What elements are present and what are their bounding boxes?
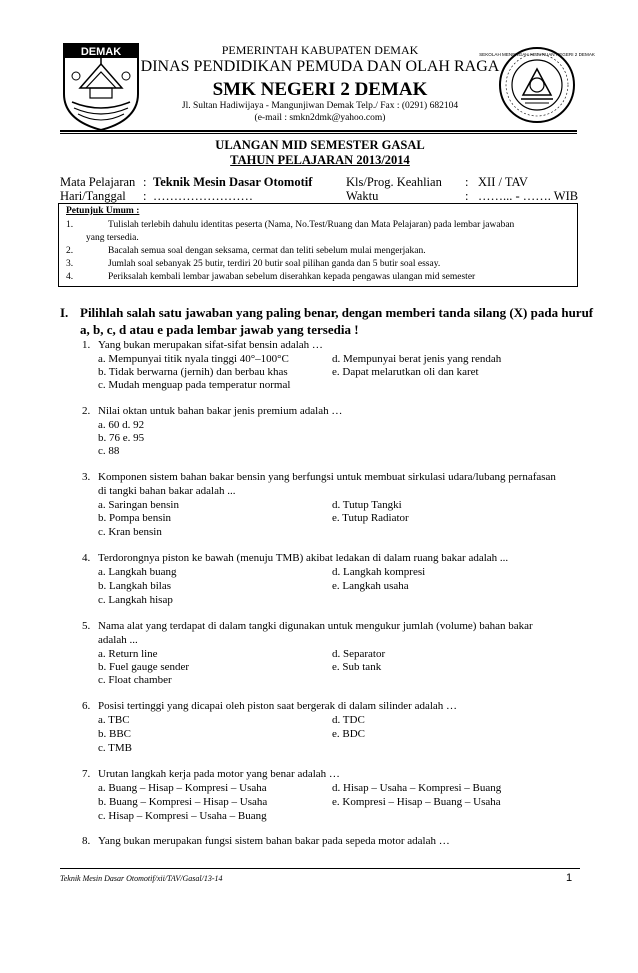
government-line: PEMERINTAH KABUPATEN DEMAK [221,43,419,57]
option-a: a. Buang – Hisap – Kompresi – Usaha [98,782,267,794]
option-c: c. TMB [98,742,133,754]
option-b: b. Buang – Kompresi – Hisap – Usaha [98,796,268,808]
option-d: d. Hisap – Usaha – Kompresi – Buang [332,782,502,794]
instruction-text-cont: yang tersedia. [86,233,139,243]
header-rule-thick [60,130,577,132]
instruction-num: 4. [66,272,74,282]
instructions-title: Petunjuk Umum : [66,206,140,216]
emblem-label: SEKOLAH MENENGAH KEJURUAN NEGERI 2 DEMAK [479,52,595,57]
question-number: 5. [82,620,91,632]
option-e: e. BDC [332,728,365,740]
subject-label: Mata Pelajaran [60,175,136,189]
date-colon: : [143,189,147,203]
option-c: c. Hisap – Kompresi – Usaha – Buang [98,810,267,822]
question-number: 7. [82,768,91,780]
option-a: a. Saringan bensin [98,499,179,511]
question-number: 6. [82,700,91,712]
question-text: Terdorongnya piston ke bawah (menuju TMB) akibat ledakan di dalam ruang bakar adalah ... [98,552,509,564]
option-c: c. Float chamber [98,674,172,686]
exam-title: ULANGAN MID SEMESTER GASAL [215,138,425,152]
footer-rule [60,868,580,869]
question-number: 4. [82,552,91,564]
instruction-num: 3. [66,259,74,269]
question-text: Yang bukan merupakan fungsi sistem bahan bakar pada sepeda motor adalah … [98,835,450,847]
option-e: e. Dapat melarutkan oli dan karet [332,366,479,378]
time-value: ……... - ……. WIB [478,189,579,203]
time-colon: : [465,189,469,203]
option-c: c. Kran bensin [98,526,162,538]
option-d: d. Mempunyai berat jenis yang rendah [332,353,502,365]
section-instruction-cont: a, b, c, d atau e pada lembar jawab yang tersedia ! [80,322,359,337]
option-a: a. TBC [98,714,130,726]
option-a: a. Langkah buang [98,566,177,578]
exam-year: TAHUN PELAJARAN 2013/2014 [230,153,410,167]
class-value: XII / TAV [478,175,528,189]
option-b: b. 76 e. 95 [98,432,145,444]
question-text: Nilai oktan untuk bahan bakar jenis premium adalah … [98,405,343,417]
option-a: a. Return line [98,648,158,660]
class-colon: : [465,175,469,189]
option-c: c. Mudah menguap pada temperatur normal [98,379,291,391]
question-text: Nama alat yang terdapat di dalam tangki digunakan untuk mengukur jumlah (volume) bahan bakar [98,620,533,632]
class-label: Kls/Prog. Keahlian [346,175,442,189]
option-e: e. Kompresi – Hisap – Buang – Usaha [332,796,501,808]
option-c: c. Langkah hisap [98,594,173,606]
question-text: Yang bukan merupakan sifat-sifat bensin adalah … [98,339,323,351]
header-rule-thin [60,133,577,134]
school-address: Jl. Sultan Hadiwijaya - Mangunjiwan Demak Telp./ Fax : (0291) 682104 [181,101,459,111]
option-d: d. Tutup Tangki [332,499,402,511]
option-a: a. Mempunyai titik nyala tinggi 40°–100°C [98,353,289,365]
option-d: d. Langkah kompresi [332,566,426,578]
instruction-num: 2. [66,246,74,256]
option-e: e. Langkah usaha [332,580,409,592]
option-c: c. 88 [98,445,120,457]
instruction-text: Periksalah kembali lembar jawaban sebelum diserahkan kepada pengawas ulangan mid semester [108,272,476,282]
footer-course-code: Teknik Mesin Dasar Otomotif/xii/TAV/Gasal/13-14 [60,874,223,883]
option-d: d. TDC [332,714,365,726]
option-e: e. Tutup Radiator [332,512,409,524]
option-d: d. Separator [332,648,386,660]
time-label: Waktu [346,189,379,203]
question-number: 3. [82,471,91,483]
option-b: b. Tidak berwarna (jernih) dan berbau khas [98,366,288,378]
option-b: b. Fuel gauge sender [98,661,190,673]
question-text: Urutan langkah kerja pada motor yang benar adalah … [98,768,340,780]
subject-value: Teknik Mesin Dasar Otomotif [153,175,313,189]
date-label: Hari/Tanggal [60,189,126,203]
option-a: a. 60 d. 92 [98,419,145,431]
option-b: b. Pompa bensin [98,512,172,524]
section-instruction: Pilihlah salah satu jawaban yang paling benar, dengan memberi tanda silang (X) pada huruf [80,305,594,320]
instruction-text: Tulislah terlebih dahulu identitas peserta (Nama, No.Test/Ruang dan Mata Pelajaran) pada lembar jawaban [108,220,515,230]
subject-colon: : [143,175,147,189]
question-number: 8. [82,835,91,847]
question-text: Komponen sistem bahan bakar bensin yang berfungsi untuk membuat sirkulasi udara/lubang pernafasan [98,471,556,483]
crest-label: DEMAK [80,46,122,58]
school-name: SMK NEGERI 2 DEMAK [212,79,428,100]
question-text: Posisi tertinggi yang dicapai oleh piston saat bergerak di dalam silinder adalah … [98,700,458,712]
question-text-cont: adalah ... [98,634,138,646]
option-e: e. Sub tank [332,661,382,673]
option-b: b. Langkah bilas [98,580,172,592]
instruction-num: 1. [66,220,74,230]
option-b: b. BBC [98,728,132,740]
question-text-cont: di tangki bahan bakar adalah ... [98,485,236,497]
school-email: (e-mail : smkn2dmk@yahoo.com) [254,113,386,123]
instruction-text: Bacalah semua soal dengan seksama, cermat dan teliti sebelum mulai mengerjakan. [108,246,426,256]
instruction-text: Jumlah soal sebanyak 25 butir, terdiri 20 butir soal pilihan ganda dan 5 butir soal essay. [108,259,441,269]
question-number: 1. [82,339,91,351]
date-value: …………………… [153,189,253,203]
page-number: 1 [566,872,573,884]
department-line: DINAS PENDIDIKAN PEMUDA DAN OLAH RAGA [140,58,500,75]
question-number: 2. [82,405,91,417]
section-number: I. [60,305,69,320]
